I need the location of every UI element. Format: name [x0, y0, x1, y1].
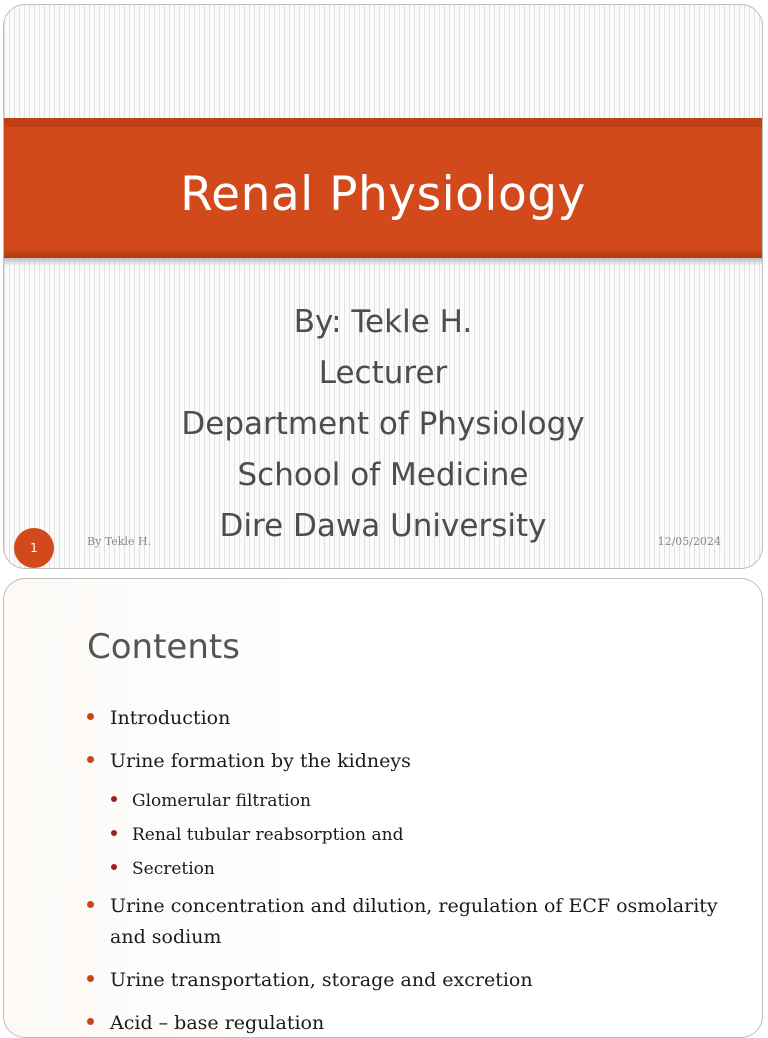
list-subitem: Glomerular filtration	[110, 789, 746, 813]
author-line: By: Tekle H.	[293, 304, 473, 340]
list-subitem: Renal tubular reabsorption and	[110, 823, 746, 847]
title-band	[4, 118, 762, 258]
school-line: School of Medicine	[237, 457, 529, 493]
list-item: Acid – base regulation	[86, 1008, 746, 1038]
contents-title: Contents	[87, 627, 240, 667]
list-item: Urine concentration and dilution, regulation of ECF osmolarity and sodium	[86, 891, 746, 953]
list-item: Introduction	[86, 703, 746, 734]
slide-subtitle	[4, 297, 762, 552]
list-item: Urine transportation, storage and excretion	[86, 965, 746, 996]
slide-number-badge: 1	[14, 528, 54, 568]
footer-date: 12/05/2024	[657, 535, 721, 548]
university-line: Dire Dawa University	[219, 508, 547, 544]
footer-author: By Tekle H.	[87, 535, 152, 548]
department-line: Department of Physiology	[181, 406, 585, 442]
contents-slide	[3, 578, 763, 1038]
contents-list	[86, 703, 746, 1038]
role-line: Lecturer	[318, 355, 448, 391]
title-slide	[3, 4, 763, 569]
list-item: Urine formation by the kidneys	[86, 746, 746, 777]
slide-title: Renal Physiology	[180, 167, 586, 222]
list-subitem: Secretion	[110, 857, 746, 881]
